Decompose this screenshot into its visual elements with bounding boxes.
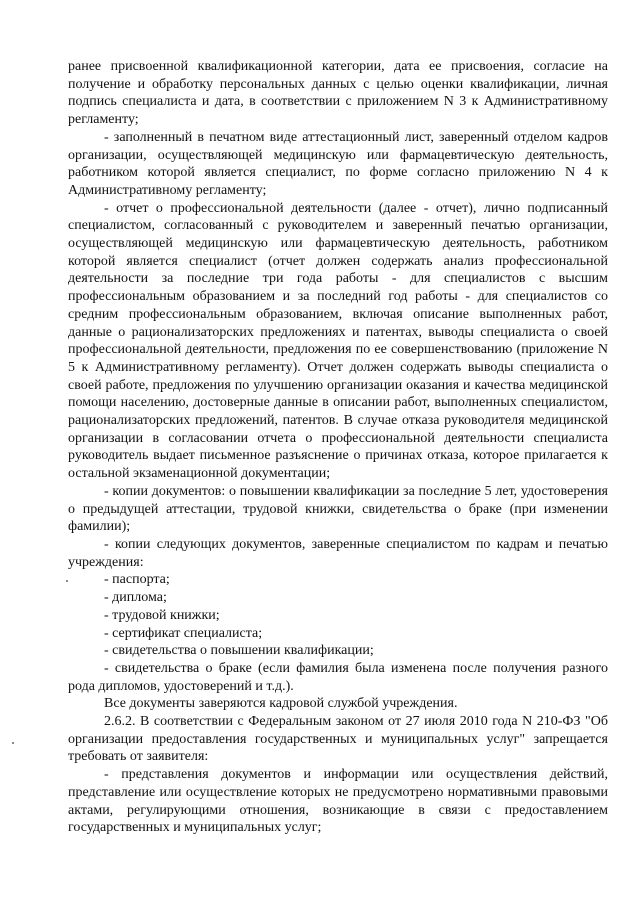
paragraph: 2.6.2. В соответствии с Федеральным законом от 27 июля 2010 года N 210-ФЗ "Об организации предоставления государственных и муниципальных услуг" запрещается требовать от заявителя: [68, 714, 608, 765]
scan-speck [12, 742, 14, 744]
list-item: - трудовой книжки; [104, 607, 220, 623]
list-item: - сертификат специалиста; [104, 625, 263, 641]
paragraph: - копии документов: о повышении квалификации за последние 5 лет, удостоверения о предыдущей аттестации, трудовой книжки, свидетельства о браке (при изменении фамилии); [68, 483, 608, 535]
list-item: - диплома; [104, 590, 167, 606]
paragraph: - копии следующих документов, заверенные специалистом по кадрам и печатью учреждения: [68, 536, 608, 570]
paragraph: - заполненный в печатном виде аттестационный лист, заверенный отделом кадров организации, осуществляющей медицинскую или фармацевтическую деятельность, работником которой является специалист, по форме согласно приложению N 4 к Административному регламенту; [68, 129, 608, 198]
paragraph: - свидетельства о браке (если фамилия была изменена после получения разного рода дипломов, удостоверений и т.д.). [68, 660, 608, 694]
scan-speck [66, 580, 68, 582]
paragraph: - отчет о профессиональной деятельности (далее - отчет), лично подписанный специалистом, согласованный с руководителем и заверенный печатью организации, осуществляющей медицинскую или фармацевтическую деятельность, работником которой является специалист (отчет должен содержать анализ профессиональной деятельности за последние три года работы - для специалистов с высшим профессиональным образованием и за последний год работы - для специалистов со средним профессиональным образованием, включая описание выполненных работ, данные о рационализаторских предложениях и патентах, выводы специалиста о своей профессиональной деятельности, предложения по ее совершенствованию (приложение N 5 к Административному регламенту). Отчет должен содержать выводы специалиста о своей работе, предложения по улучшению организации оказания и качества медицинской помощи населению, достоверные данные в описании работ, выполненных специалистом, рационализаторских предложений, патентов. В случае отказа руководителя медицинской организации в согласовании отчета о профессиональной деятельности специалиста руководитель выдает письменное разъяснение о причинах отказа, которое прилагается к остальной экзаменационной документации; [68, 200, 608, 482]
list-item: - паспорта; [104, 572, 170, 588]
document-page [68, 58, 608, 837]
paragraph: Все документы заверяются кадровой службой учреждения. [104, 696, 458, 712]
paragraph: ранее присвоенной квалификационной категории, дата ее присвоения, согласие на получение и обработку персональных данных с целью оценки квалификации, личная подпись специалиста и дата, в соответствии с приложением N 3 к Административному регламенту; [68, 59, 608, 128]
paragraph: - представления документов и информации или осуществления действий, представление или осуществление которых не предусмотрено нормативными правовыми актами, регулирующими отношения, возникающие в связи с предоставлением государственных и муниципальных услуг; [68, 767, 608, 836]
list-item: - свидетельства о повышении квалификации; [104, 643, 374, 659]
